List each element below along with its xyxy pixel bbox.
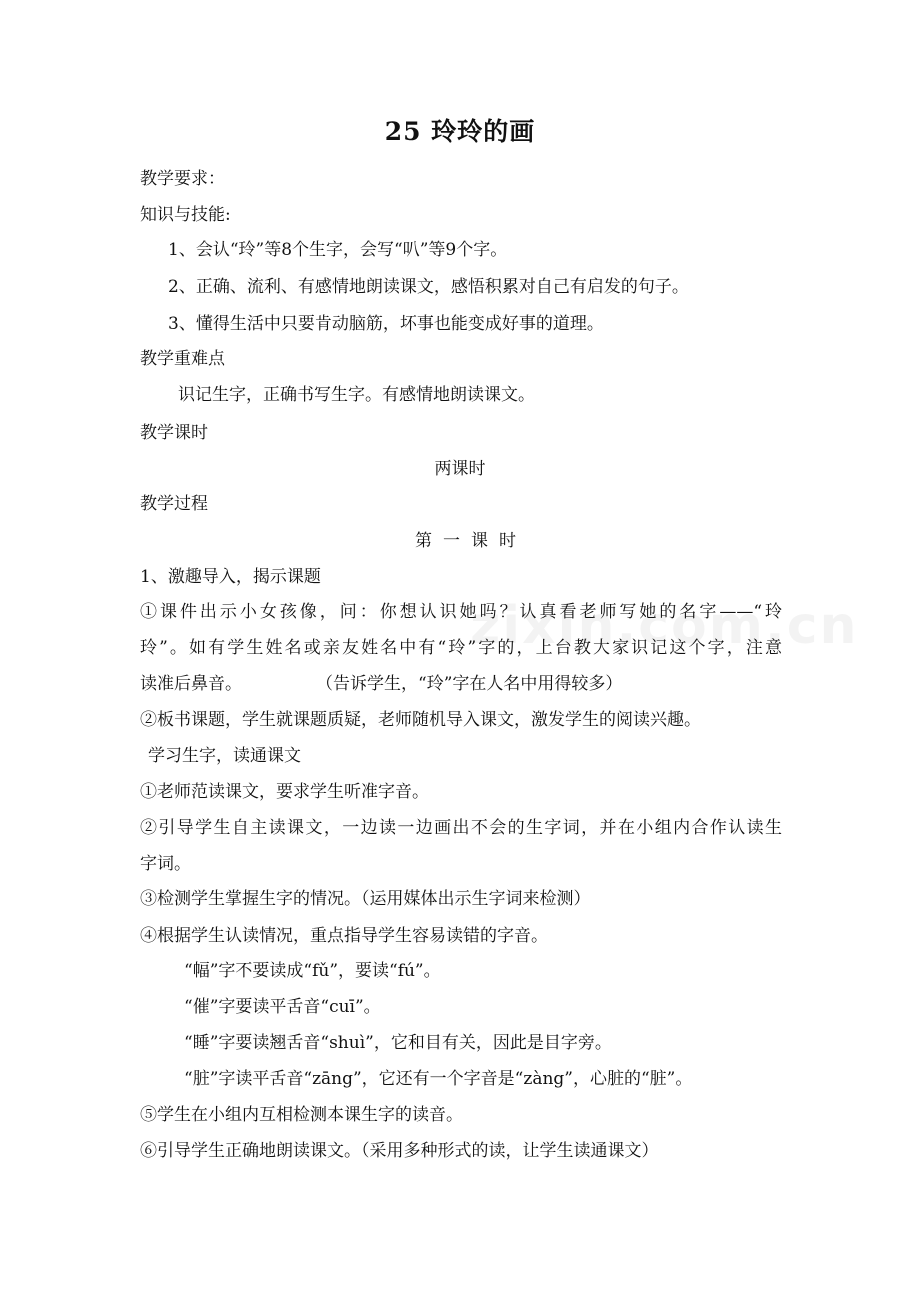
paragraph-line: ①课件出示小女孩像，问：你想认识她吗？认真看老师写她的名字——“玲	[140, 602, 782, 622]
paragraph-line: ②引导学生自主读课文，一边读一边画出不会的生字词，并在小组内合作认读生	[140, 818, 782, 838]
step-1-heading: 1、激趣导入，揭示课题	[140, 567, 321, 587]
heading-class-hours: 教学课时	[140, 423, 208, 443]
pronunciation-note: “催”字要读平舌音“cuī”。	[184, 997, 381, 1017]
heading-teaching-requirements: 教学要求：	[140, 169, 225, 189]
heading-teaching-process: 教学过程	[140, 494, 208, 514]
pronunciation-note: “脏”字读平舌音“zāng”，它还有一个字音是“zàng”，心脏的“脏”。	[184, 1069, 693, 1089]
paragraph-line: ⑤学生在小组内互相检测本课生字的读音。	[140, 1105, 463, 1125]
paragraph-line: 玲”。如有学生姓名或亲友姓名中有“玲”字的，上台教大家识记这个字，注意	[140, 638, 782, 658]
paragraph-line: ②板书课题，学生就课题质疑，老师随机导入课文，激发学生的阅读兴趣。	[140, 710, 701, 730]
requirement-item-1: 1、会认“玲”等8个生字，会写“叭”等9个字。	[168, 240, 508, 260]
requirement-item-2: 2、正确、流利、有感情地朗读课文，感悟积累对自己有启发的句子。	[168, 277, 689, 297]
heading-knowledge-skills: 知识与技能:	[140, 205, 231, 225]
paragraph-line	[140, 673, 622, 695]
paragraph-note: （告诉学生，“玲”字在人名中用得较多）	[316, 674, 623, 694]
page-title: 25 玲玲的画	[384, 117, 536, 146]
key-difficulties-text: 识记生字，正确书写生字。有感情地朗读课文。	[178, 385, 535, 405]
pronunciation-note: “幅”字不要读成“fǔ”，要读“fú”。	[184, 961, 441, 981]
paragraph-line: ⑥引导学生正确地朗读课文。（采用多种形式的读，让学生读通课文）	[140, 1141, 659, 1161]
paragraph-line-part: 读准后鼻音。	[140, 674, 242, 694]
lesson-one-heading: 第一课时	[415, 531, 527, 551]
paragraph-line: ③检测学生掌握生字的情况。（运用媒体出示生字词来检测）	[140, 889, 591, 909]
pronunciation-note: “睡”字要读翘舌音“shuì”，它和目有关，因此是目字旁。	[184, 1033, 612, 1053]
requirement-item-3: 3、懂得生活中只要肯动脑筋，坏事也能变成好事的道理。	[168, 314, 604, 334]
paragraph-line: ④根据学生认读情况，重点指导学生容易读错的字音。	[140, 926, 548, 946]
paragraph-line: ①老师范读课文，要求学生听准字音。	[140, 782, 429, 802]
step-2-heading: 学习生字，读通课文	[148, 746, 301, 766]
heading-key-difficulties: 教学重难点	[140, 349, 225, 369]
class-hours-value: 两课时	[434, 459, 486, 479]
paragraph-line: 字词。	[140, 854, 191, 874]
